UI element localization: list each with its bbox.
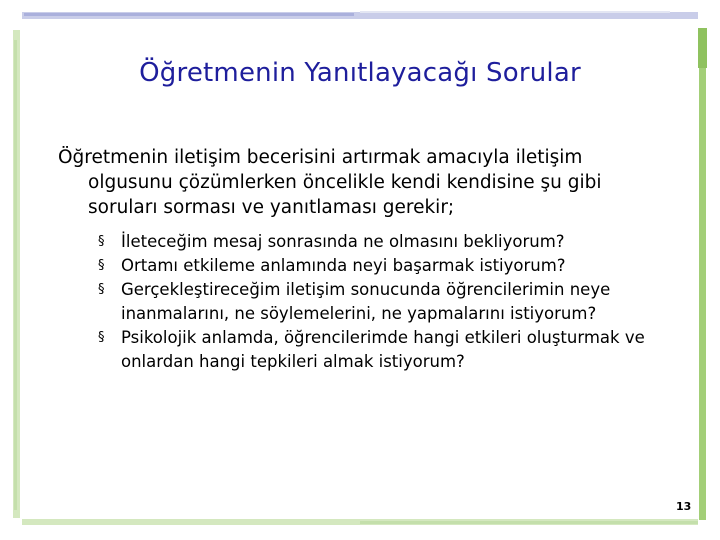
question-list (58, 230, 658, 374)
list-item (98, 254, 658, 278)
list-item (98, 278, 658, 326)
list-item-text: Ortamı etkileme anlamında neyi başarmak istiyorum? (121, 256, 566, 275)
list-item (98, 326, 658, 374)
page-number: 13 (676, 500, 692, 513)
right-border-bar (699, 28, 706, 520)
slide-body (58, 145, 658, 374)
list-item-text: Gerçekleştireceğim iletişim sonucunda öğrencilerimin neye inanmalarını, ne söylemelerini, ne yapmalarını istiyorum? (121, 280, 611, 323)
top-border-dash (360, 11, 670, 13)
bullet-icon: § (98, 282, 105, 297)
intro-paragraph: Öğretmenin iletişim becerisini artırmak amacıyla iletişim olgusunu çözümlerken öncelikle kendi kendisine şu gibi soruları sorması ve yanıtlaması gerekir; (58, 147, 602, 218)
list-item-text: Psikolojik anlamda, öğrencilerimde hangi etkileri oluşturmak ve onlardan hangi tepkileri almak istiyorum? (121, 328, 645, 371)
top-border-accent (24, 13, 354, 16)
slide-title: Öğretmenin Yanıtlayacağı Sorular (139, 58, 581, 88)
bullet-icon: § (98, 330, 105, 345)
left-border-accent (14, 40, 17, 510)
list-item-text: İleteceğim mesaj sonrasında ne olmasını bekliyorum? (121, 232, 565, 251)
bullet-icon: § (98, 234, 105, 249)
bottom-border-accent (360, 521, 698, 524)
bullet-icon: § (98, 258, 105, 273)
list-item (98, 230, 658, 254)
